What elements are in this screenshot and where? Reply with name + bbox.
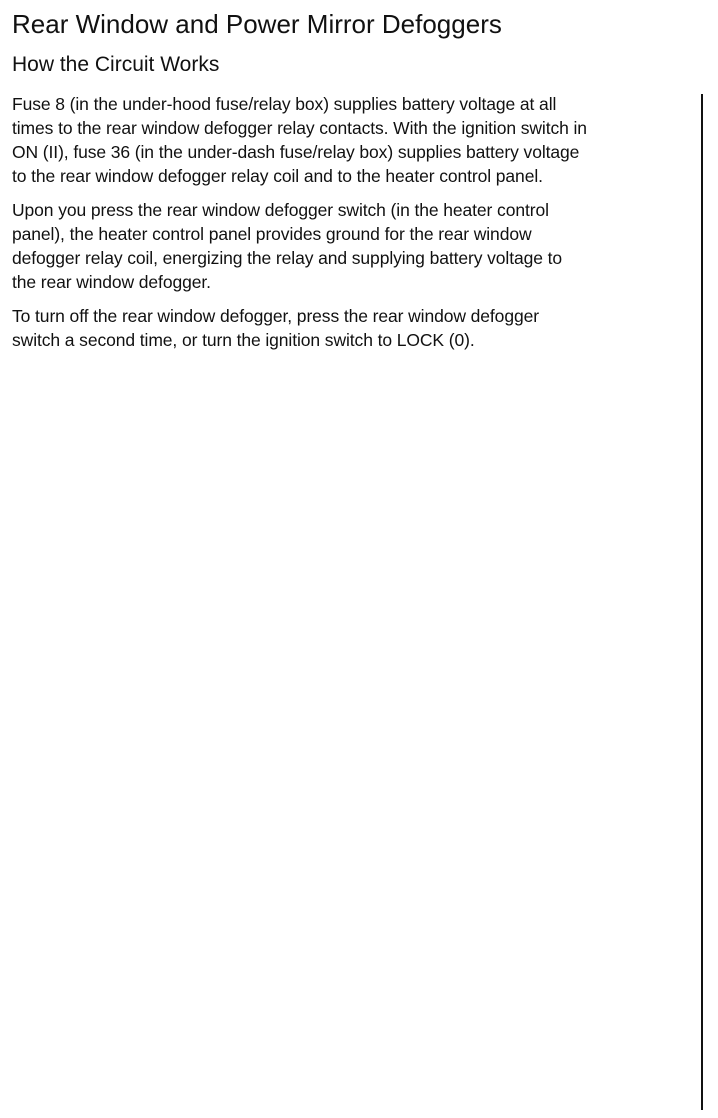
text-line: the rear window defogger. — [12, 272, 211, 292]
text-line: defogger relay coil, energizing the relay and supplying battery voltage to — [12, 248, 563, 268]
paragraph — [12, 304, 692, 352]
text-line: panel), the heater control panel provides ground for the rear window — [12, 224, 532, 244]
body-text — [12, 92, 692, 362]
text-line: To turn off the rear window defogger, press the rear window defogger — [12, 306, 539, 326]
margin-rule — [701, 94, 703, 1110]
page-title: Rear Window and Power Mirror Defoggers — [12, 9, 502, 39]
paragraph — [12, 198, 692, 294]
text-line: times to the rear window defogger relay contacts. With the ignition switch in — [12, 118, 587, 138]
text-line: Upon you press the rear window defogger switch (in the heater control — [12, 200, 549, 220]
text-line: ON (II), fuse 36 (in the under-dash fuse/relay box) supplies battery voltage — [12, 142, 580, 162]
text-line: Fuse 8 (in the under-hood fuse/relay box) supplies battery voltage at all — [12, 94, 557, 114]
paragraph — [12, 92, 692, 188]
section-heading: How the Circuit Works — [12, 53, 220, 76]
text-line: switch a second time, or turn the ignition switch to LOCK (0). — [12, 330, 475, 350]
text-line: to the rear window defogger relay coil and to the heater control panel. — [12, 166, 543, 186]
